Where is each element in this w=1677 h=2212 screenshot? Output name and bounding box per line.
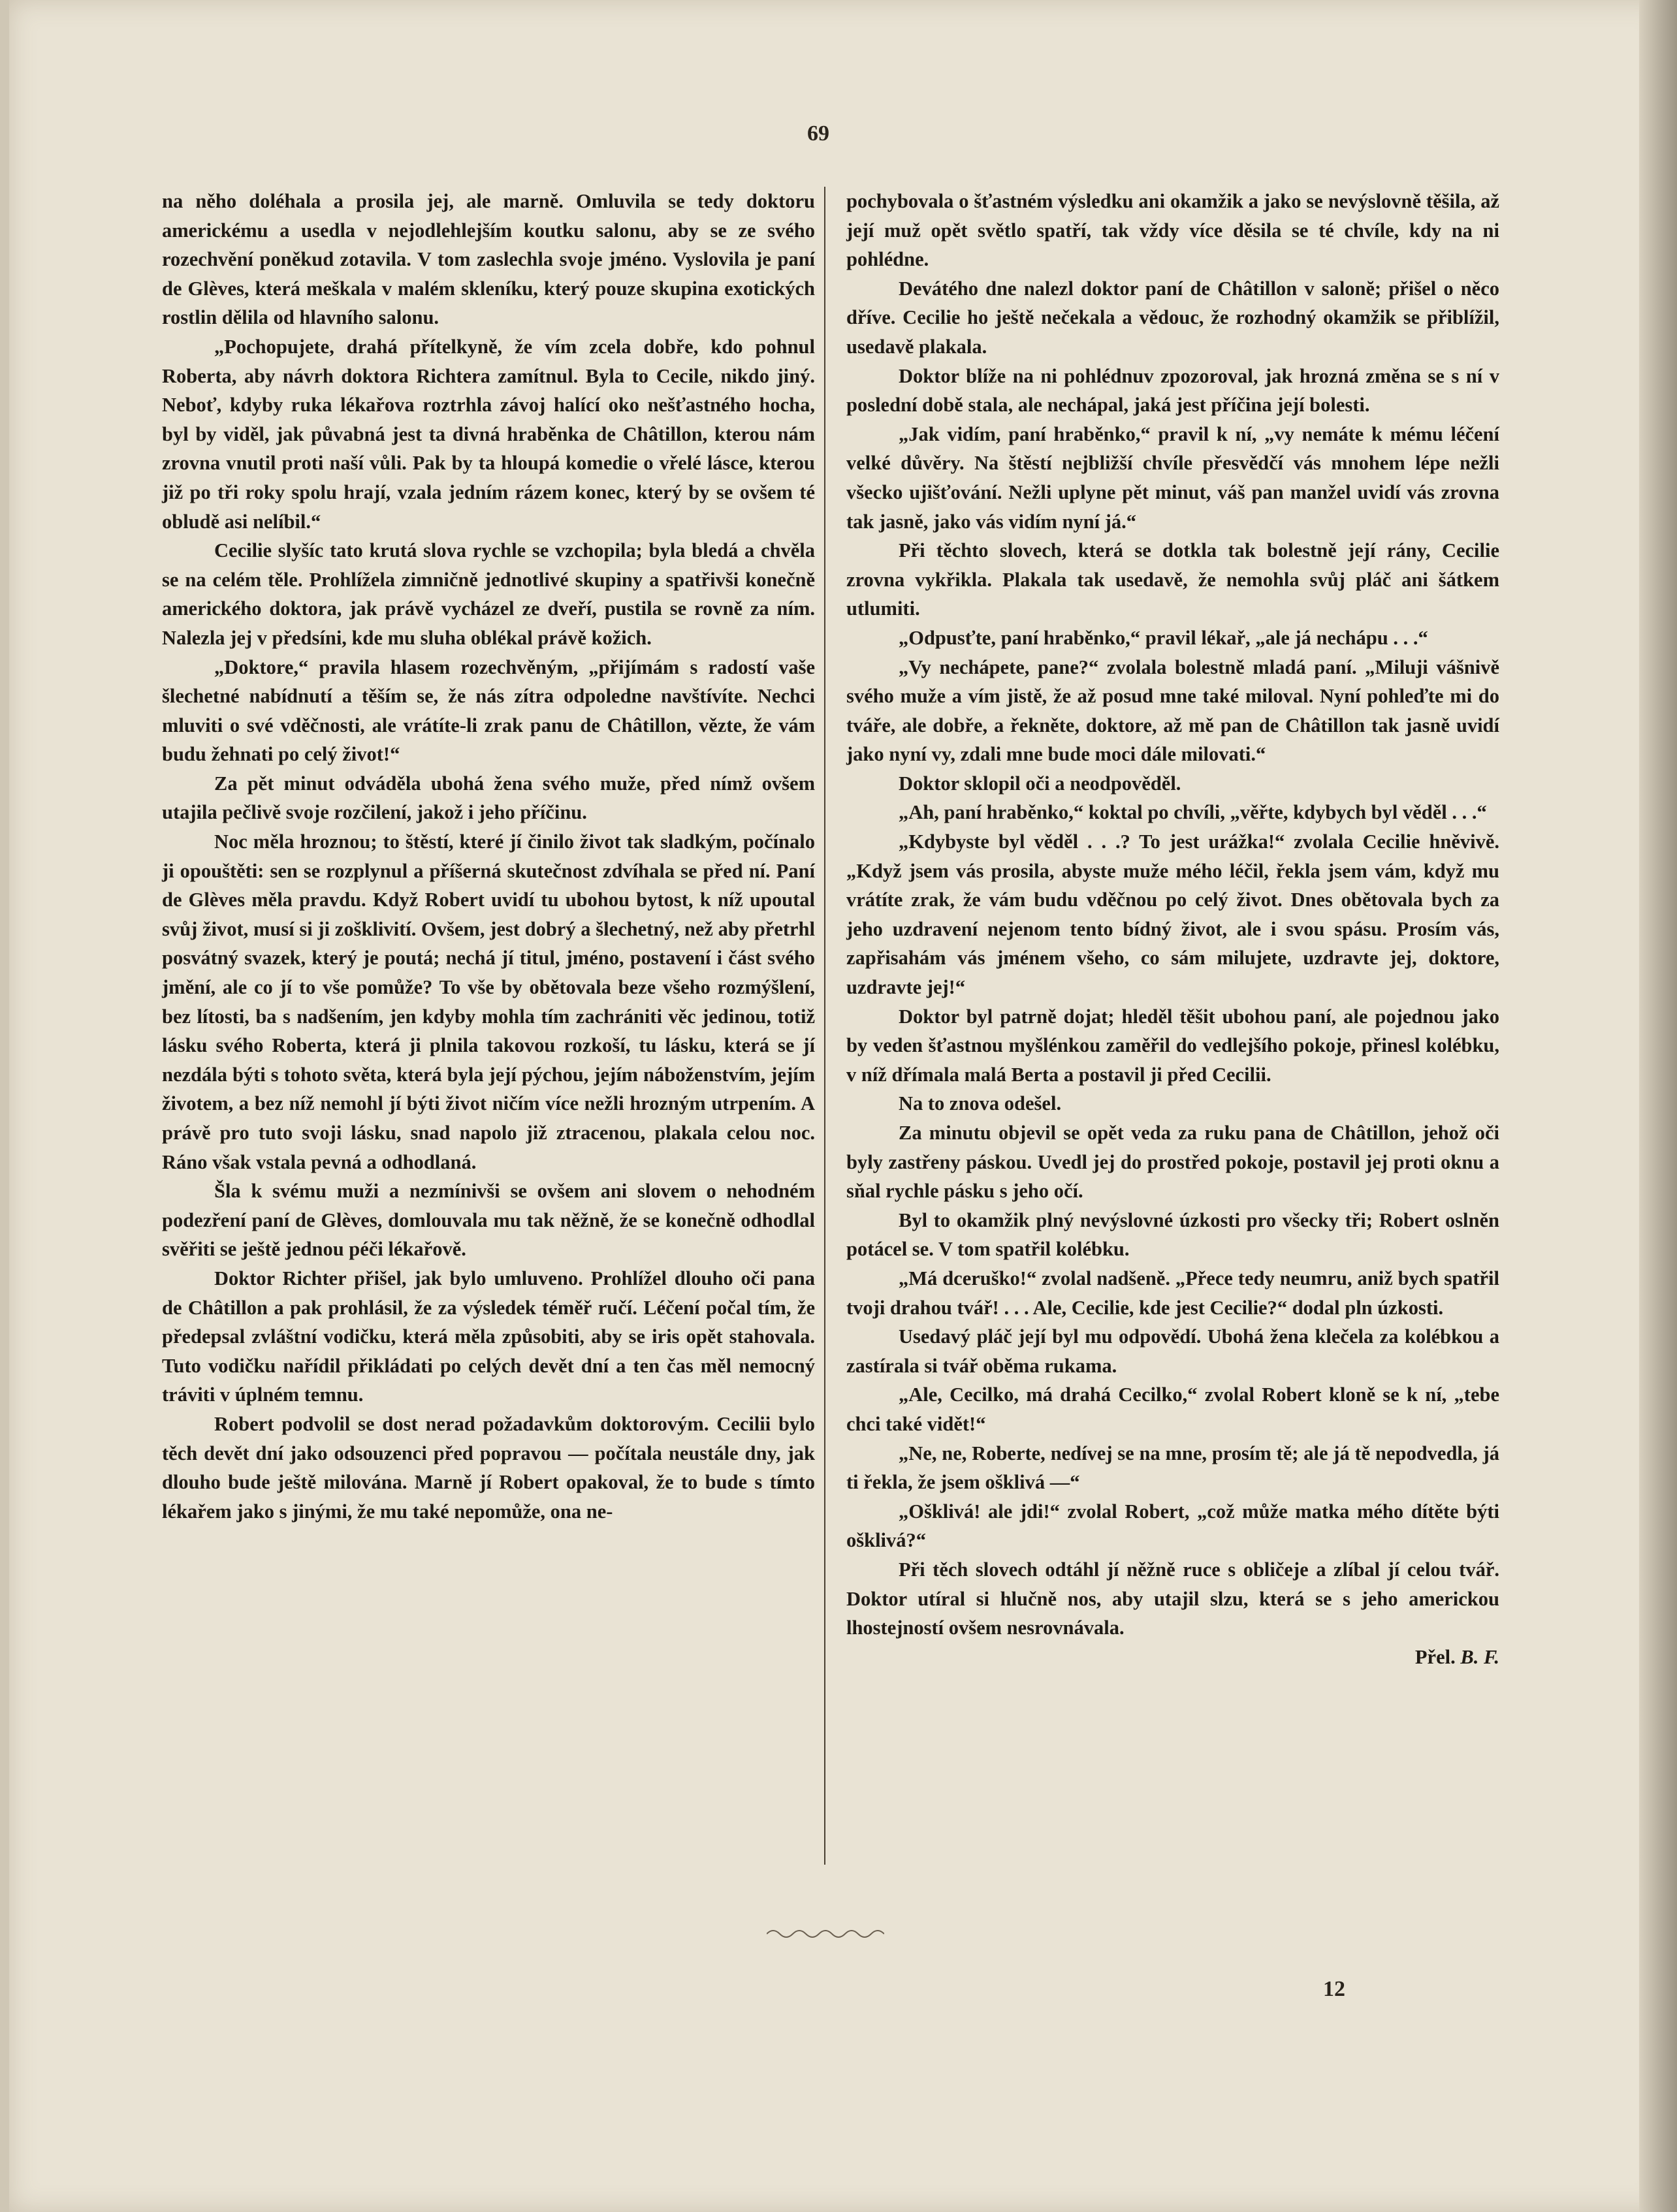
paragraph: Usedavý pláč její byl mu odpovědí. Ubohá žena klečela za kolébkou a zastírala si tvář oběma rukama. xyxy=(846,1325,1499,1377)
paragraph: na něho doléhala a prosila jej, ale marně. Omluvila se tedy doktoru americkému a usedla v nejodlehlejším koutku salonu, aby se ze svého rozechvění poněkud zotavila. V tom zaslechla svoje jméno. Vyslovila je paní de Glèves, která meškala v malém skleníku, který pouze skupina exotických rostlin dělila od hlavního salonu. xyxy=(162,190,815,329)
signature-prefix: Přel. xyxy=(1414,1645,1456,1668)
paragraph: Doktor blíže na ni pohlédnuv zpozoroval, jak hrozná změna se s ní v poslední době stala, ale nechápal, jaká jest příčina její bolesti. xyxy=(846,364,1499,417)
book-page xyxy=(9,0,1665,2212)
scan-left-edge xyxy=(0,0,9,2212)
right-text-column xyxy=(846,187,1499,1671)
ornament-separator xyxy=(767,1926,884,1942)
paragraph: Na to znova odešel. xyxy=(899,1092,1062,1115)
paragraph: pochybovala o šťastném výsledku ani okamžik a jako se nevýslovně těšila, až její muž opět světlo spatří, tak vždy více děsila se té chvíle, kdy na ni pohlédne. xyxy=(846,190,1499,271)
paragraph: Za minutu objevil se opět veda za ruku pana de Châtillon, jehož oči byly zastřeny páskou. Uvedl jej do prostřed pokoje, postavil jej proti oknu a sňal rychle pásku s jeho očí. xyxy=(846,1122,1499,1203)
signature-initials: B. F. xyxy=(1460,1645,1499,1668)
paragraph: Cecilie slyšíc tato krutá slova rychle se vzchopila; byla bledá a chvěla se na celém těle. Prohlížela zimničně jednotlivé skupiny a spatřivši konečně amerického doktora, jak právě vycházel ze dveří, pustila se rovně za ním. Nalezla jej v předsíni, kde mu sluha oblékal právě kožich. xyxy=(162,539,815,649)
paragraph: „Ale, Cecilko, má drahá Cecilko,“ zvolal Robert kloně se k ní, „tebe chci také vidět!“ xyxy=(846,1383,1499,1435)
paragraph: „Pochopujete, drahá přítelkyně, že vím zcela dobře, kdo pohnul Roberta, aby návrh doktora Richtera zamítnul. Byla to Cecile, nikdo jiný. Neboť, kdyby ruka lékařova roztrhla závoj halící oko nešťastného hocha, byl by viděl, jak půvabná jest ta divná hraběnka de Châtillon, kterou nám zrovna vnutil proti naší vůli. Pak by ta hloupá komedie o vřelé lásce, kterou již po tři roky spolu hrají, vzala jedním rázem konec, který by se ovšem té obludě asi nelíbil.“ xyxy=(162,335,815,533)
paragraph: Šla k svému muži a nezmínivši se ovšem ani slovem o nehodném podezření paní de Glèves, domlouvala mu tak něžně, že se konečně odhodlal svěřiti se ještě jednou péči lékařově. xyxy=(162,1180,815,1261)
column-divider xyxy=(824,187,825,1865)
paragraph: „Jak vidím, paní hraběnko,“ pravil k ní, „vy nemáte k mému léčení velké důvěry. Na štěstí nejbližší chvíle přesvědčí vás mnohem lépe nežli všecko ujišťování. Nežli uplyne pět minut, váš pan manžel uvidí vás zrovna tak jasně, jako vás vidím nyní já.“ xyxy=(846,422,1499,533)
paragraph: Při těch slovech odtáhl jí něžně ruce s obličeje a zlíbal jí celou tvář. Doktor utíral si hlučně nos, aby utajil slzu, která se s jeho americkou lhostejností ovšem nesrovnávala. xyxy=(846,1558,1499,1639)
translator-signature xyxy=(846,1643,1499,1672)
paragraph: Doktor byl patrně dojat; hleděl těšit ubohou paní, ale pojednou jako by veden šťastnou myšlénkou zaměřil do vedlejšího pokoje, přinesl kolébku, v níž dřímala malá Berta a postavil ji před Cecilii. xyxy=(846,1005,1499,1086)
paragraph: Doktor Richter přišel, jak bylo umluveno. Prohlížel dlouho oči pana de Châtillon a pak prohlásil, že za výsledek téměř ručí. Léčení počal tím, že předepsal zvláštní vodičku, která měla způsobiti, aby se iris opět stahovala. Tuto vodičku nařídil přikládati po celých devět dní a ten čas měl nemocný tráviti v úplném temnu. xyxy=(162,1267,815,1406)
paragraph: Robert podvolil se dost nerad požadavkům doktorovým. Cecilii bylo těch devět dní jako odsouzenci před popravou — počítala neustále dny, jak dlouho bude ještě milována. Marně jí Robert opakoval, že to bude s tímto lékařem jako s jinými, že mu také nepomůže, ona ne- xyxy=(162,1412,815,1523)
paragraph: Při těchto slovech, která se dotkla tak bolestně její rány, Cecilie zrovna vykřikla. Plakala tak usedavě, že nemohla svůj pláč ani šátkem utlumiti. xyxy=(846,539,1499,620)
page-number: 69 xyxy=(807,121,829,146)
paragraph: „Má dceruško!“ zvolal nadšeně. „Přece tedy neumru, aniž bych spatřil tvoji drahou tvář! . . . Ale, Cecilie, kde jest Cecilie?“ dodal pln úzkosti. xyxy=(846,1267,1499,1319)
paragraph: „Kdybyste byl věděl . . .? To jest urážka!“ zvolala Cecilie hněvivě. „Když jsem vás prosila, abyste muže mého léčil, řekla jsem vám, když mu vrátíte zrak, že vám budu vděčnou po celý život. Dnes obětovala bych za jeho uzdravení nejenom tento bídný život, ale i svou spásu. Prosím vás, zapřisahám vás jménem všeho, co sám milujete, uzdravte jej, doktore, uzdravte jej!“ xyxy=(846,830,1499,999)
paragraph: Devátého dne nalezl doktor paní de Châtillon v salonĕ; přišel o něco dříve. Cecilie ho ještě nečekala a vědouc, že rozhodný okamžik se přiblížil, usedavě plakala. xyxy=(846,277,1499,358)
paragraph: „Doktore,“ pravila hlasem rozechvěným, „přijímám s radostí vaše šlechetné nabídnutí a těším se, že nás zítra odpoledne navštívíte. Nechci mluviti o své vděčnosti, ale vrátíte-li zrak panu de Châtillon, vězte, že vám budu žehnati po celý život!“ xyxy=(162,656,815,766)
left-text-column xyxy=(162,187,815,1526)
scan-right-edge xyxy=(1639,0,1677,2212)
paragraph: „Ošklivá! ale jdi!“ zvolal Robert, „což může matka mého dítěte býti ošklivá?“ xyxy=(846,1500,1499,1552)
sheet-number: 12 xyxy=(1323,1977,1345,2001)
paragraph: „Ne, ne, Roberte, nedívej se na mne, prosím tě; ale já tě nepodvedla, já ti řekla, že jsem ošklivá —“ xyxy=(846,1442,1499,1494)
paragraph: Za pět minut odváděla ubohá žena svého muže, před nímž ovšem utajila pečlivě svoje rozčilení, jakož i jeho příčinu. xyxy=(162,772,815,824)
paragraph: Doktor sklopil oči a neodpověděl. xyxy=(899,772,1181,795)
paragraph: „Vy nechápete, pane?“ zvolala bolestně mladá paní. „Miluji vášnivě svého muže a vím jistě, že až posud mne také miloval. Nyní pohleďte mi do tváře, ale dobře, a řekněte, doktore, až mě pan de Châtillon tak jasně uvidí jako nyní vy, zdali mne bude moci dále milovati.“ xyxy=(846,656,1499,766)
paragraph: „Odpusťte, paní hraběnko,“ pravil lékař, „ale já nechápu . . .“ xyxy=(899,626,1428,649)
paragraph: „Ah, paní hraběnko,“ koktal po chvíli, „věřte, kdybych byl věděl . . .“ xyxy=(899,801,1487,824)
paragraph: Noc měla hroznou; to štěstí, které jí činilo život tak sladkým, počínalo ji opouštěti: sen se rozplynul a příšerná skutečnost zdvíhala se před ní. Paní de Glèves měla pravdu. Když Robert uvidí tu ubohou bytost, k níž upoutal svůj život, musí si ji zošklivití. Ovšem, jest dobrý a šlechetný, než aby přetrhl posvátný svazek, který je poutá; nechá jí titul, jméno, postavení i část svého jmění, ale co jí to vše pomůže? To vše by obětovala beze všeho rozmýšlení, bez lítosti, ba s nadšením, jen kdyby mohla tím zachrániti věc jedinou, totiž lásku svého Roberta, která ji plnila takovou rozkoší, tu lásku, která se jí nezdála býti s tohoto světa, která byla její pýchou, jejím náboženstvím, jejím životem, a bez níž nemohl jí býti život ničím více nežli hrozným utrpením. A právě pro tuto svoji lásku, snad napolo již ztracenou, plakala celou noc. Ráno však vstala pevná a odhodlaná. xyxy=(162,830,815,1173)
paragraph: Byl to okamžik plný nevýslovné úzkosti pro všecky tři; Robert oslněn potácel se. V tom spatřil kolébku. xyxy=(846,1209,1499,1261)
